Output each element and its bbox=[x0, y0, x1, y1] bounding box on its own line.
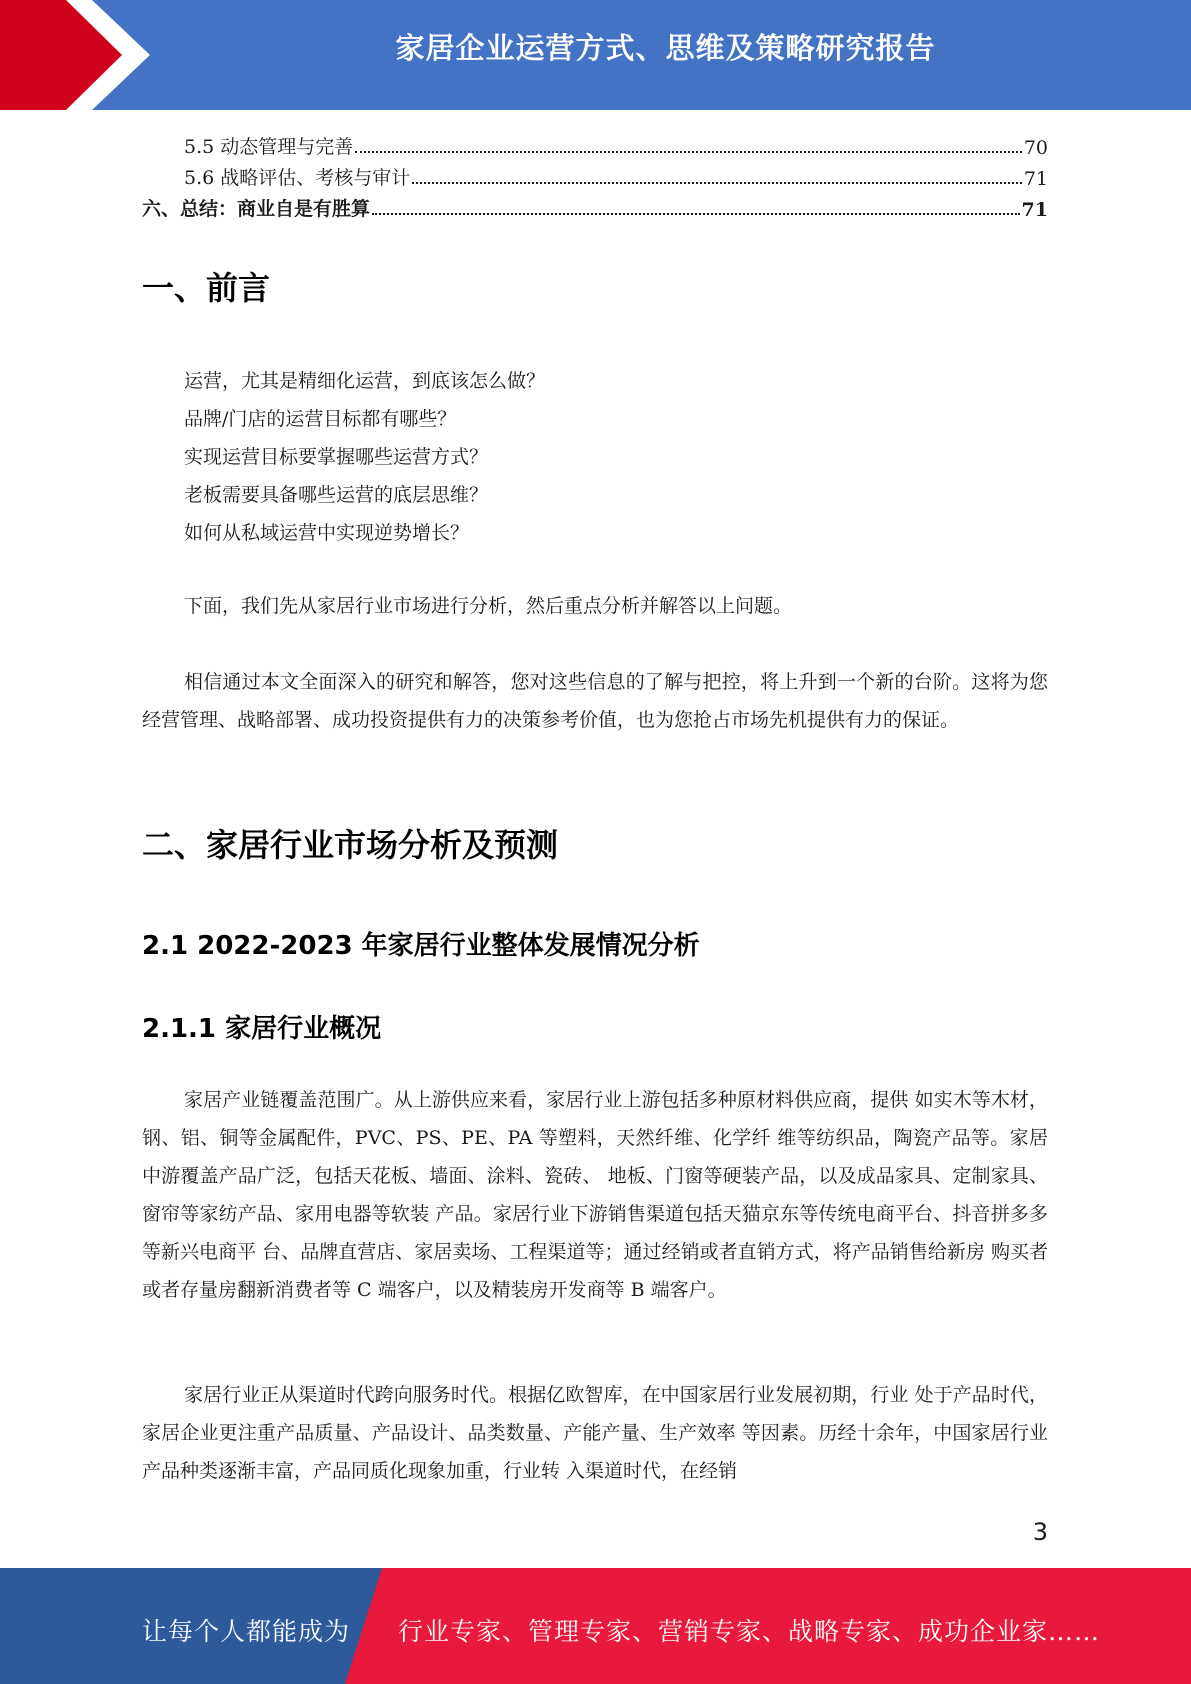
toc-entry[interactable] bbox=[142, 190, 1048, 221]
question-item: 如何从私域运营中实现逆势增长？ bbox=[184, 522, 470, 544]
toc-leader-dots bbox=[372, 213, 1020, 215]
subsection-heading: 2.1.1 家居行业概况 bbox=[142, 1014, 382, 1044]
toc-entry-label: 5.6 战略评估、考核与审计 bbox=[184, 167, 411, 189]
question-item: 老板需要具备哪些运营的底层思维？ bbox=[184, 484, 489, 506]
header-banner bbox=[0, 0, 1191, 110]
question-item: 品牌/门店的运营目标都有哪些？ bbox=[184, 408, 457, 430]
toc-entry-page: 70 bbox=[1023, 137, 1048, 159]
toc-leader-dots bbox=[355, 151, 1022, 153]
toc-entry[interactable] bbox=[142, 128, 1048, 159]
toc-entry-page: 71 bbox=[1023, 168, 1048, 190]
body-paragraph: 相信通过本文全面深入的研究和解答，您对这些信息的了解与把控，将上升到一个新的台阶。这将为您经营管理、战略部署、成功投资提供有力的决策参考价值，也为您抢占市场先机提供有力的保证。 bbox=[142, 671, 1048, 731]
toc-leader-dots bbox=[412, 182, 1022, 184]
question-item: 实现运营目标要掌握哪些运营方式？ bbox=[184, 446, 489, 468]
page-number: 3 bbox=[1032, 1518, 1048, 1546]
footer-slogan-right: 行业专家、管理专家、营销专家、战略专家、成功企业家…… bbox=[398, 1617, 1101, 1646]
footer-slogan-left: 让每个人都能成为 bbox=[142, 1617, 351, 1646]
body-paragraph: 家居产业链覆盖范围广。从上游供应来看，家居行业上游包括多种原材料供应商，提供 如实木等木材，钢、铝、铜等金属配件，PVC、PS、PE、PA 等塑料，天然纤维、化学纤 维等纺织品，陶瓷产品等。家居中游覆盖产品广泛，包括天花板、墙面、涂料、瓷砖、 地板、门窗等硬装产品，以及成品家具、定制家具、窗帘等家纺产品、家用电器等软装 产品。家居行业下游销售渠道包括天猫京东等传统电商平台、抖音拼多多等新兴电商平 台、品牌直营店、家居卖场、工程渠道等；通过经销或者直销方式，将产品销售给新房 购买者或者存量房翻新消费者等 C 端客户，以及精装房开发商等 B 端客户。 bbox=[142, 1089, 1048, 1301]
body-paragraph: 下面，我们先从家居行业市场进行分析，然后重点分析并解答以上问题。 bbox=[184, 595, 793, 617]
toc-entry-label: 5.5 动态管理与完善 bbox=[184, 136, 354, 158]
toc-entry-page: 71 bbox=[1021, 199, 1048, 221]
chevron-arrow-icon bbox=[0, 0, 150, 110]
table-of-contents bbox=[142, 128, 1048, 221]
report-title: 家居企业运营方式、思维及策略研究报告 bbox=[395, 31, 936, 65]
question-list bbox=[184, 362, 545, 552]
body-paragraph: 家居行业正从渠道时代跨向服务时代。根据亿欧智库，在中国家居行业发展初期，行业 处于产品时代，家居企业更注重产品质量、产品设计、品类数量、产能产量、生产效率 等因素。历经十余年，中国家居行业产品种类逐渐丰富，产品同质化现象加重，行业转 入渠道时代，在经销 bbox=[142, 1384, 1048, 1482]
toc-entry-label: 六、总结：商业自是有胜算 bbox=[142, 198, 371, 220]
question-item: 运营，尤其是精细化运营，到底该怎么做？ bbox=[184, 370, 546, 392]
footer-banner bbox=[0, 1568, 1191, 1684]
section-heading-market: 二、家居行业市场分析及预测 bbox=[142, 826, 559, 864]
toc-entry[interactable] bbox=[142, 159, 1048, 190]
subsection-heading: 2.1 2022-2023 年家居行业整体发展情况分析 bbox=[142, 931, 700, 961]
section-heading-preface: 一、前言 bbox=[142, 269, 271, 307]
